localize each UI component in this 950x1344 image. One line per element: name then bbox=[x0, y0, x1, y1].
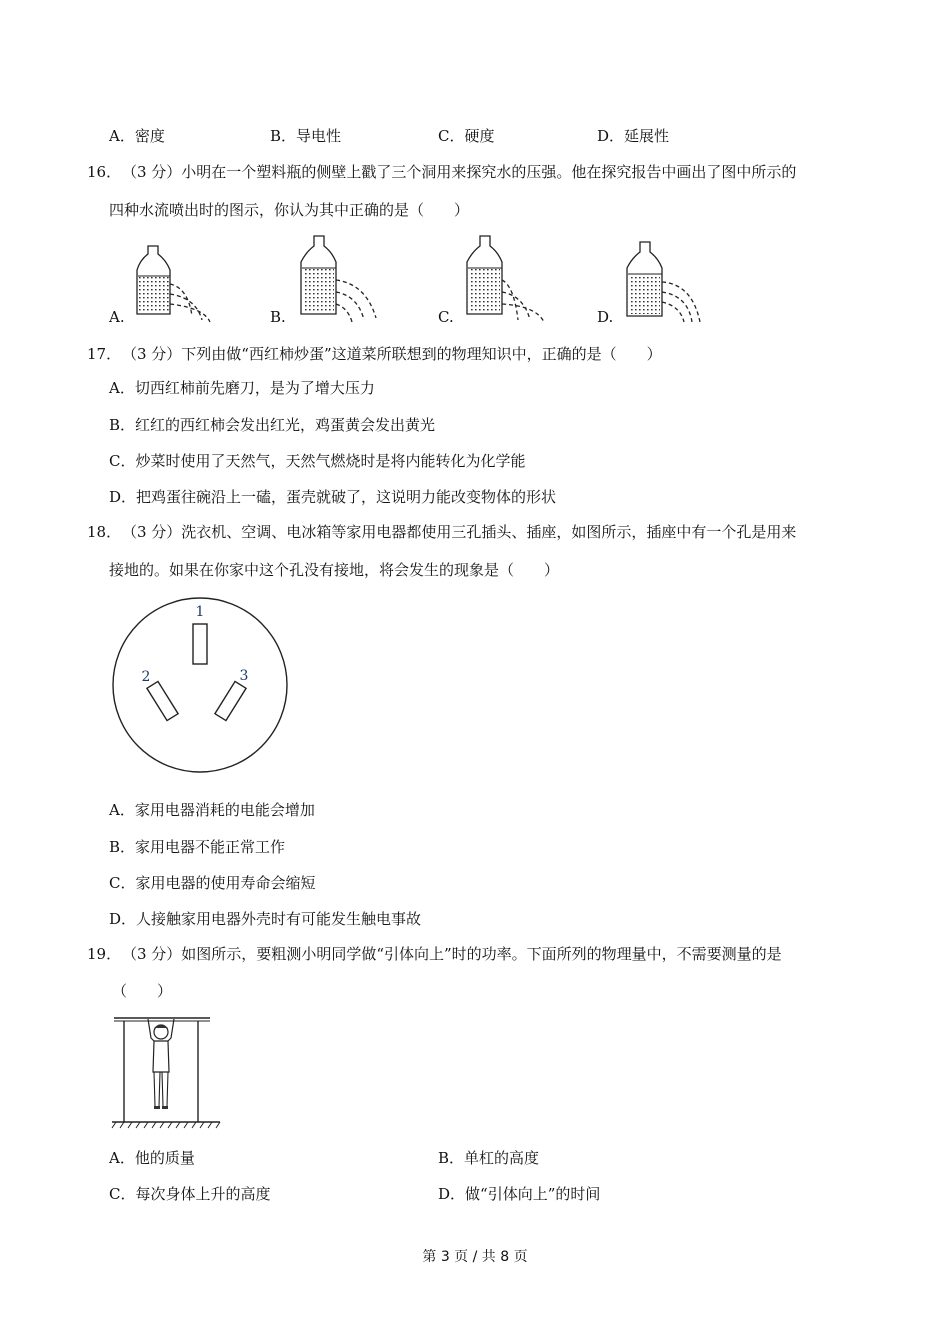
q15-option-a: A．密度 bbox=[109, 127, 165, 145]
q17-number: 17． bbox=[87, 345, 122, 363]
socket-label-1: 1 bbox=[195, 604, 205, 620]
q18-stem-line1: （3 分）洗衣机、空调、电冰箱等家用电器都使用三孔插头、插座，如图所示，插座中有一个孔是用来 bbox=[122, 523, 797, 541]
q16-bottle-figure-c bbox=[462, 232, 552, 326]
q17-option-a: A．切西红柿前先磨刀，是为了增大压力 bbox=[109, 379, 375, 397]
q16-number: 16． bbox=[87, 163, 122, 181]
socket-label-3: 3 bbox=[239, 668, 249, 684]
q18-stem-line2: 接地的。如果在你家中这个孔没有接地，将会发生的现象是（ ） bbox=[109, 561, 560, 579]
q15-option-b: B．导电性 bbox=[270, 127, 342, 145]
q19-option-a: A．他的质量 bbox=[109, 1149, 195, 1167]
q16-stem-line2: 四种水流喷出时的图示，你认为其中正确的是（ ） bbox=[109, 201, 470, 219]
q17-option-b: B．红红的西红柿会发出红光，鸡蛋黄会发出黄光 bbox=[109, 416, 436, 434]
q16-bottle-figure-d bbox=[622, 236, 712, 326]
page-footer: 第 3 页 / 共 8 页 bbox=[422, 1249, 528, 1265]
q15-option-c: C．硬度 bbox=[438, 127, 495, 145]
q17-stem: （3 分）下列由做“西红柿炒蛋”这道菜所联想到的物理知识中，正确的是（ ） bbox=[122, 345, 662, 363]
q16-option-c-label: C. bbox=[438, 308, 454, 326]
q16-stem-line1: （3 分）小明在一个塑料瓶的侧壁上戳了三个洞用来探究水的压强。他在探究报告中画出了图中所示的 bbox=[122, 163, 797, 181]
q17-option-c: C．炒菜时使用了天然气，天然气燃烧时是将内能转化为化学能 bbox=[109, 452, 526, 470]
q19-option-b: B．单杠的高度 bbox=[438, 1149, 540, 1167]
q19-stem-line1: （3 分）如图所示，要粗测小明同学做“引体向上”时的功率。下面所列的物理量中，不需要测量的是 bbox=[122, 945, 782, 963]
q17-option-d: D．把鸡蛋往碗沿上一磕，蛋壳就破了，这说明力能改变物体的形状 bbox=[109, 488, 557, 506]
q18-option-b: B．家用电器不能正常工作 bbox=[109, 838, 286, 856]
q19-option-d: D．做“引体向上”的时间 bbox=[438, 1185, 601, 1203]
q16-option-b-label: B. bbox=[270, 308, 286, 326]
q18-option-c: C．家用电器的使用寿命会缩短 bbox=[109, 874, 316, 892]
socket-label-2: 2 bbox=[141, 669, 151, 685]
q19-stem-line2: （ ） bbox=[112, 982, 173, 1000]
q19-number: 19． bbox=[87, 945, 122, 963]
q16-bottle-figure-a bbox=[130, 236, 220, 326]
q16-bottle-figure-b bbox=[296, 232, 386, 326]
q16-option-a-label: A. bbox=[109, 308, 125, 326]
q16-option-d-label: D. bbox=[597, 308, 614, 326]
q18-option-d: D．人接触家用电器外壳时有可能发生触电事故 bbox=[109, 910, 422, 928]
q18-option-a: A．家用电器消耗的电能会增加 bbox=[109, 801, 315, 819]
q15-option-d: D．延展性 bbox=[597, 127, 670, 145]
q19-option-c: C．每次身体上升的高度 bbox=[109, 1185, 271, 1203]
q18-socket-figure bbox=[110, 594, 290, 776]
q18-number: 18． bbox=[87, 523, 122, 541]
q19-pullup-figure bbox=[110, 1012, 222, 1134]
